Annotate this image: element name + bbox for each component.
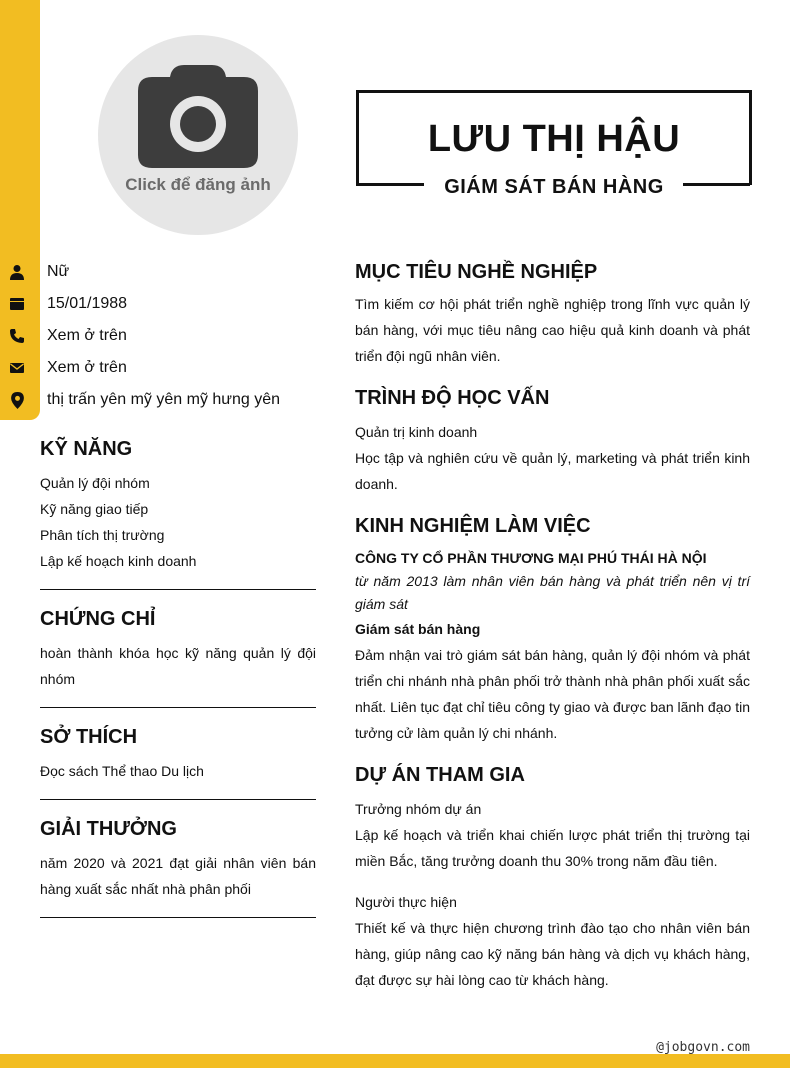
sidebar-accent-bar (0, 0, 40, 420)
objective-title: MỤC TIÊU NGHỀ NGHIỆP (355, 261, 598, 283)
user-icon (9, 264, 25, 280)
projects-title: DỰ ÁN THAM GIA (355, 764, 525, 786)
location-icon (9, 391, 26, 410)
candidate-role: GIÁM SÁT BÁN HÀNG (444, 176, 664, 198)
education-text: Học tập và nghiên cứu về quản lý, marketing và phát triển kinh doanh. (355, 450, 750, 492)
certificates-text: hoàn thành khóa học kỹ năng quản lý đội nhóm (40, 645, 316, 687)
contact-address-text: thị trấn yên mỹ yên mỹ hưng yên (47, 391, 281, 408)
education-major: Quản trị kinh doanh (355, 424, 478, 440)
contact-gender-text: Nữ (47, 263, 70, 280)
project-role: Người thực hiện (355, 894, 457, 910)
certificates-title: CHỨNG CHỈ (40, 608, 156, 630)
awards-text: năm 2020 và 2021 đạt giải nhân viên bán hàng xuất sắc nhất nhà phân phối (40, 855, 316, 897)
section-divider (40, 917, 316, 918)
hobbies-title: SỞ THÍCH (40, 726, 138, 748)
section-divider (40, 707, 316, 708)
experience-period: từ năm 2013 làm nhân viên bán hàng và phát triển nên vị trí giám sát (355, 573, 750, 612)
project-text: Lập kế hoạch và triển khai chiến lược phát triển thị trường tại miền Bắc, tăng trưởng doanh thu 30% trong năm đầu tiên. (355, 827, 750, 869)
contact-email-text: Xem ở trên (47, 359, 127, 376)
experience-position: Giám sát bán hàng (355, 621, 481, 637)
mail-icon (9, 360, 25, 376)
project-text: Thiết kế và thực hiện chương trình đào tạo cho nhân viên bán hàng, giúp nâng cao kỹ năng bán hàng và dịch vụ khách hàng, đạt được sự hài lòng cao từ khách hàng. (355, 920, 750, 988)
education-title: TRÌNH ĐỘ HỌC VẤN (355, 387, 550, 409)
skills-title: KỸ NĂNG (40, 438, 133, 460)
experience-text: Đảm nhận vai trò giám sát bán hàng, quản lý đội nhóm và phát triển chi nhánh nhà phân phối trở thành nhà phân phối xuất sắc nhất. Liên tục đạt chỉ tiêu công ty giao và được ban lãnh đạo tin tưởng cử làm quản lý chi nhánh. (355, 647, 750, 741)
calendar-icon (9, 296, 25, 312)
skill-item: Phân tích thị trường (40, 527, 165, 543)
photo-upload-label: Click để đăng ảnh (125, 175, 271, 194)
footer-accent-bar (0, 1054, 790, 1068)
objective-text: Tìm kiếm cơ hội phát triển nghề nghiệp trong lĩnh vực quản lý bán hàng, với mục tiêu nâng cao hiệu quả kinh doanh và phát triển đội ngũ nhân viên. (355, 296, 750, 364)
skill-item: Lập kế hoạch kinh doanh (40, 553, 197, 569)
skill-item: Kỹ năng giao tiếp (40, 501, 149, 517)
watermark: @jobgovn.com (656, 1040, 750, 1055)
awards-title: GIẢI THƯỞNG (40, 818, 177, 840)
skill-item: Quản lý đội nhóm (40, 475, 150, 491)
project-role: Trưởng nhóm dự án (355, 801, 482, 817)
phone-icon (9, 328, 25, 344)
camera-icon (138, 65, 258, 170)
candidate-name: LƯU THỊ HẬU (427, 118, 681, 160)
contact-phone-text: Xem ở trên (47, 327, 127, 344)
photo-upload[interactable] (98, 35, 298, 235)
contact-birthday-text: 15/01/1988 (47, 295, 128, 312)
section-divider (40, 799, 316, 800)
section-divider (40, 589, 316, 590)
hobbies-text: Đọc sách Thể thao Du lịch (40, 763, 204, 779)
experience-company: CÔNG TY CỔ PHẦN THƯƠNG MẠI PHÚ THÁI HÀ NỘI (355, 550, 707, 566)
experience-title: KINH NGHIỆM LÀM VIỆC (355, 515, 591, 537)
